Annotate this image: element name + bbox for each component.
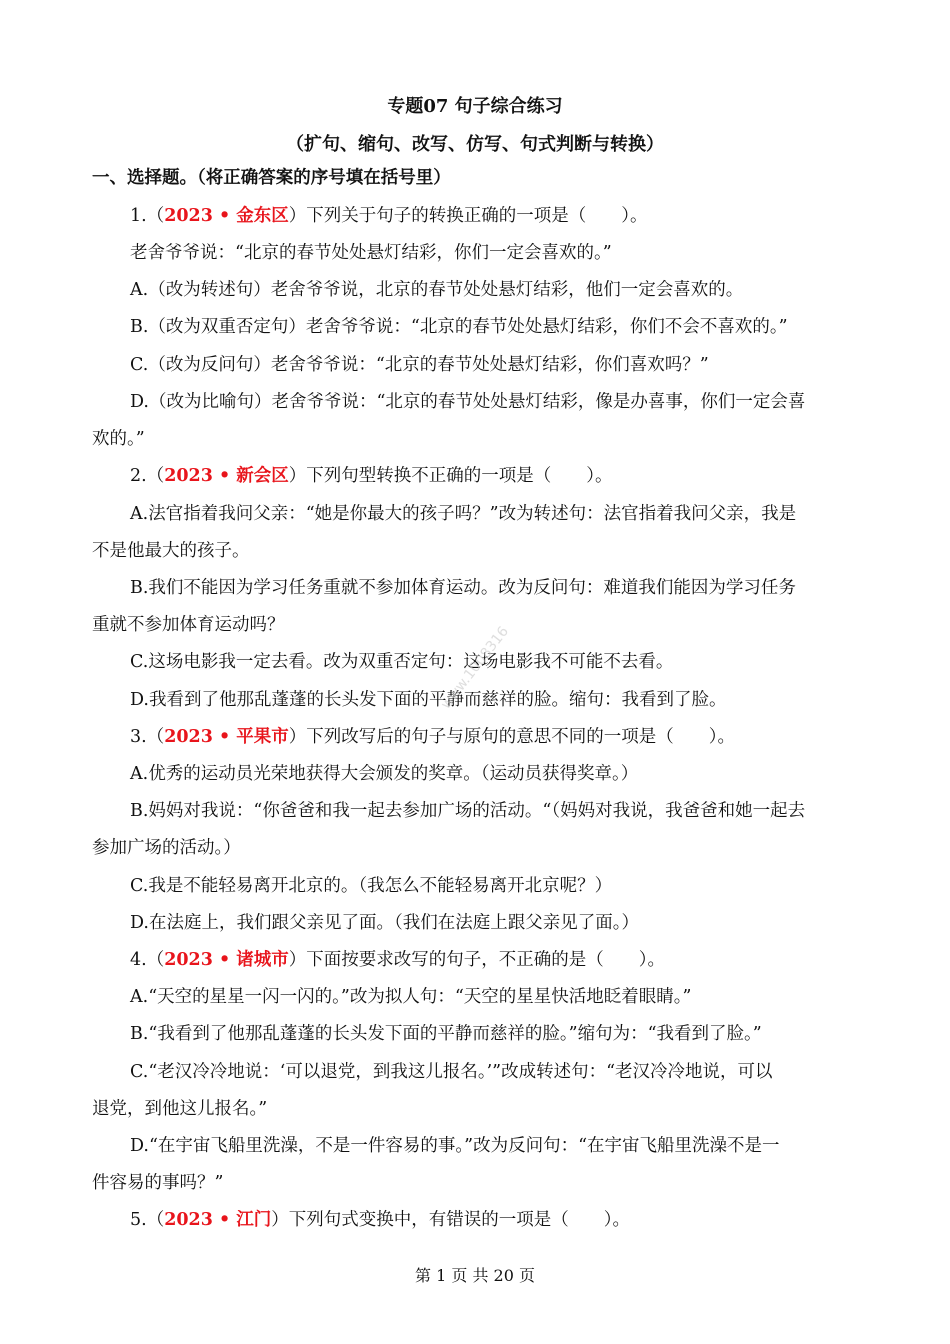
page-subtitle: （扩句、缩句、改写、仿写、句式判断与转换） [286,134,664,155]
question-4-option-a: A.“天空的星星一闪一闪的。”改为拟人句：“天空的星星快活地眨着眼睛。” [130,987,692,1007]
page-title: 专题07 句子综合练习 [387,96,563,117]
question-4-option-c: C.“老汉冷冷地说：‘可以退党，到我这儿报名。’”改成转述句：“老汉冷冷地说，可以 [130,1062,773,1082]
question-4-source: 2023 • 诸城市 [164,950,289,970]
question-2-option-b-cont: 重就不参加体育运动吗？ [92,615,285,635]
question-1-option-a: A.（改为转述句）老舍爷爷说，北京的春节处处悬灯结彩，他们一定会喜欢的。 [130,280,744,300]
question-3-option-c: C.我是不能轻易离开北京的。（我怎么不能轻易离开北京呢？） [130,876,613,896]
question-2-stem: 2.（2023 • 新会区）下列句型转换不正确的一项是（ ）。 [130,466,613,486]
question-3-option-b-cont: 参加广场的活动。） [92,838,241,858]
question-3-stem: 3.（2023 • 平果市）下列改写后的句子与原句的意思不同的一项是（ ）。 [130,727,736,747]
question-1-option-d-cont: 欢的。” [92,429,145,449]
question-3-option-d: D.在法庭上，我们跟父亲见了面。（我们在法庭上跟父亲见了面。） [130,913,639,933]
question-4-stem: 4.（2023 • 诸城市）下面按要求改写的句子，不正确的是（ ）。 [130,950,666,970]
question-1-option-b: B.（改为双重否定句）老舍爷爷说：“北京的春节处处悬灯结彩，你们不会不喜欢的。” [130,317,788,337]
section-heading: 一、选择题。（将正确答案的序号填在括号里） [92,168,451,188]
question-2-option-a: A.法官指着我问父亲：“她是你最大的孩子吗？”改为转述句：法官指着我问父亲，我是 [130,504,797,524]
question-5-source: 2023 • 江门 [164,1210,272,1230]
question-3-option-b: B.妈妈对我说：“你爸爸和我一起去参加广场的活动。“（妈妈对我说，我爸爸和她一起去 [130,801,806,821]
question-2-source: 2023 • 新会区 [164,466,289,486]
question-2-option-a-cont: 不是他最大的孩子。 [92,541,250,561]
question-4-option-b: B.“我看到了他那乱蓬蓬的长头发下面的平静而慈祥的脸。”缩句为：“我看到了脸。” [130,1024,762,1044]
question-1-option-c: C.（改为反问句）老舍爷爷说：“北京的春节处处悬灯结彩，你们喜欢吗？” [130,355,709,375]
question-1-source: 2023 • 金东区 [164,206,289,226]
question-3-source: 2023 • 平果市 [164,727,289,747]
question-5-stem: 5.（2023 • 江门）下列句式变换中，有错误的一项是（ ）。 [130,1210,631,1230]
page-footer: 第 1 页 共 20 页 [415,1266,535,1285]
question-2-option-c: C.这场电影我一定去看。改为双重否定句：这场电影我不可能不去看。 [130,652,674,672]
question-4-option-c-cont: 退党，到他这儿报名。” [92,1099,268,1119]
question-2-option-d: D.我看到了他那乱蓬蓬的长头发下面的平静而慈祥的脸。缩句：我看到了脸。 [130,690,727,710]
question-2-option-b: B.我们不能因为学习任务重就不参加体育运动。改为反问句：难道我们能因为学习任务 [130,578,796,598]
question-1-option-d: D.（改为比喻句）老舍爷爷说：“北京的春节处处悬灯结彩，像是办喜事，你们一定会喜 [130,392,806,412]
question-1-original: 老舍爷爷说：“北京的春节处处悬灯结彩，你们一定会喜欢的。” [130,243,612,263]
question-3-option-a: A.优秀的运动员光荣地获得大会颁发的奖章。（运动员获得奖章。） [130,764,639,784]
watermark: www.1008316 [437,623,512,713]
question-4-option-d-cont: 件容易的事吗？” [92,1173,224,1193]
question-4-option-d: D.“在宇宙飞船里洗澡，不是一件容易的事。”改为反问句：“在宇宙飞船里洗澡不是一 [130,1136,780,1156]
question-1-stem: 1.（2023 • 金东区）下列关于句子的转换正确的一项是（ ）。 [130,206,648,226]
